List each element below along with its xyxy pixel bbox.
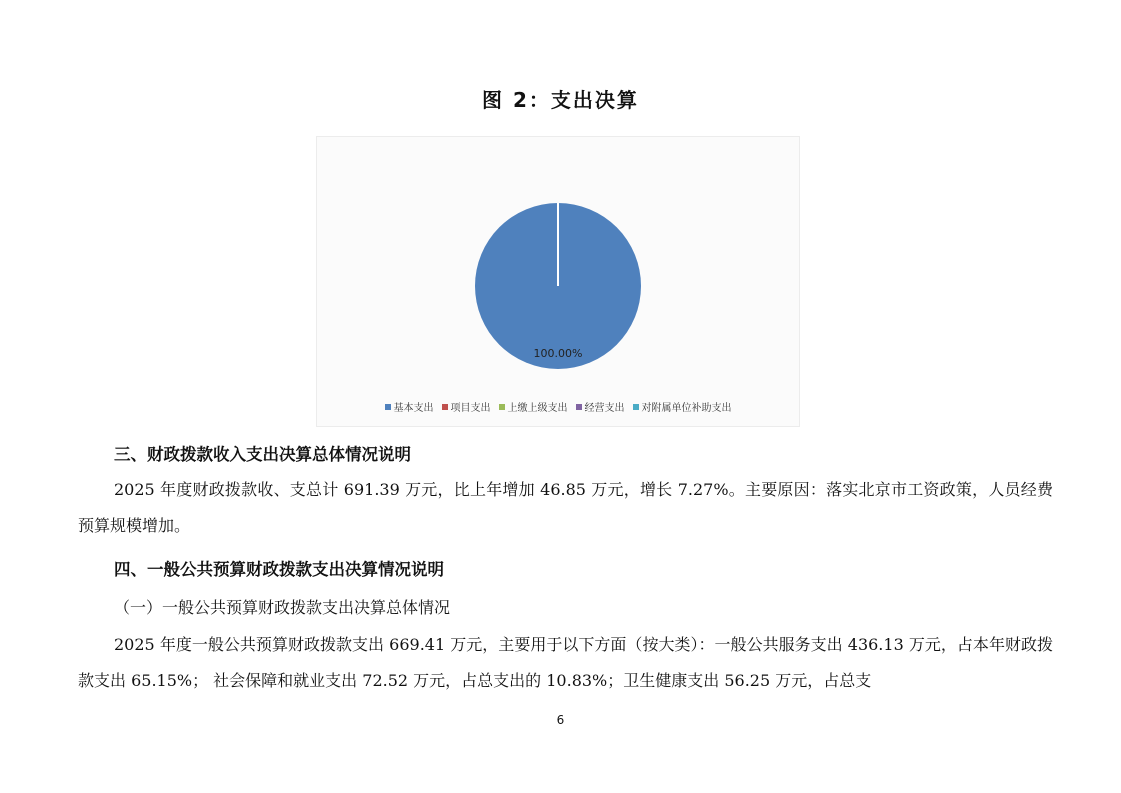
legend-swatch-1 [442,404,448,410]
chart-legend [317,399,799,414]
section-paragraph-4: 2025 年度一般公共预算财政拨款支出 669.41 万元，主要用于以下方面（按大类）：一般公共服务支出 436.13 万元，占本年财政拨款支出 65.15%； 社会保障和就业支出 72.52 万元，占总支出的 10.83%；卫生健康支出 56.25 万元，占总支 [78,635,1053,690]
section-paragraph-3: 2025 年度财政拨款收、支总计 691.39 万元，比上年增加 46.85 万元，增长 7.27%。主要原因：落实北京市工资政策，人员经费预算规模增加。 [78,480,1053,535]
legend-label-3: 经营支出 [584,403,625,414]
legend-label-4: 对附属单位补助支出 [641,403,732,414]
legend-label-1: 项目支出 [450,403,491,414]
pie-chart [316,136,800,427]
legend-item-1 [442,399,491,414]
section-heading-3: 三、财政拨款收入支出决算总体情况说明 [114,445,411,464]
page-number: 6 [556,713,565,727]
pie-data-label: 100.00% [533,347,583,360]
legend-swatch-4 [633,404,639,410]
legend-item-3 [576,399,625,414]
legend-swatch-3 [576,404,582,410]
legend-swatch-0 [385,404,391,410]
legend-item-4 [633,399,732,414]
legend-item-2 [499,399,568,414]
legend-item-0 [385,399,434,414]
legend-swatch-2 [499,404,505,410]
legend-label-0: 基本支出 [393,403,434,414]
legend-label-2: 上缴上级支出 [507,403,568,414]
pie-chart-svg [317,137,799,426]
section-subheading-4-1: （一）一般公共预算财政拨款支出决算总体情况 [114,598,451,617]
section-heading-4: 四、一般公共预算财政拨款支出决算情况说明 [114,560,444,579]
figure-title: 图 2：支出决算 [482,88,639,112]
